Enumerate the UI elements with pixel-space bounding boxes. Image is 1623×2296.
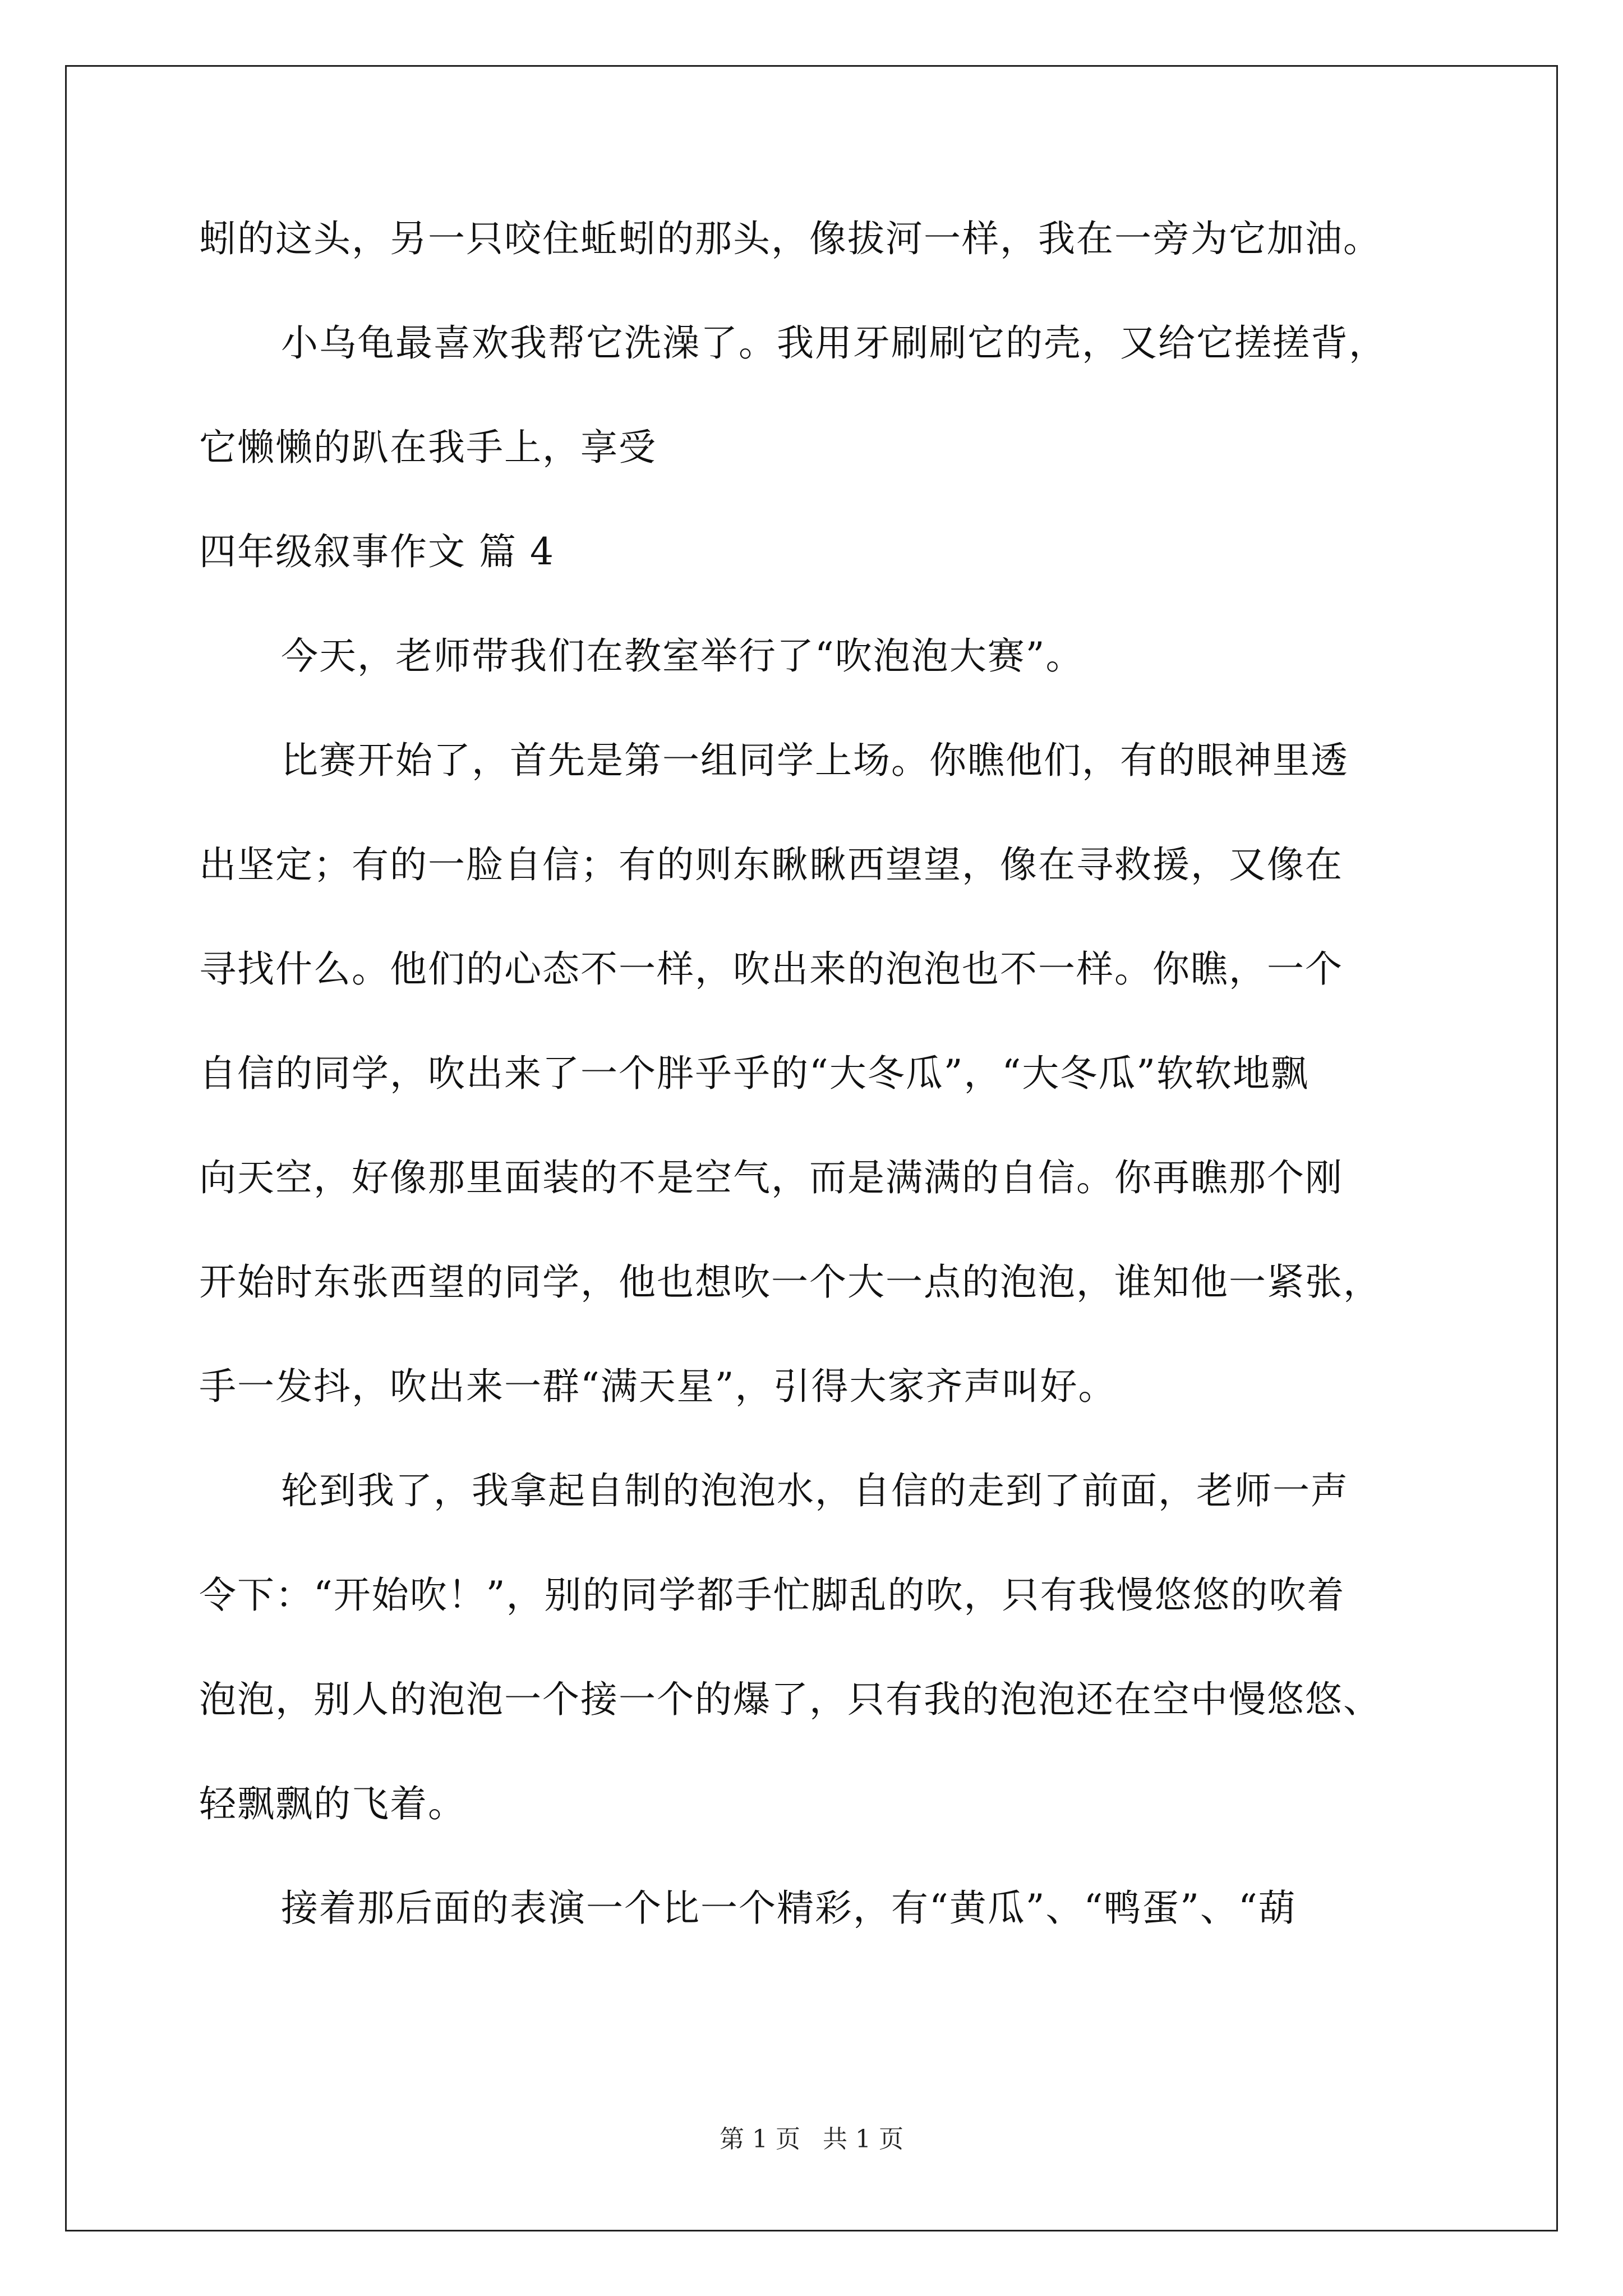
text-line: 自信的同学，吹出来了一个胖乎乎的“大冬瓜”，“大冬瓜”软软地飘 <box>199 1052 1309 1095</box>
text-line: 轮到我了，我拿起自制的泡泡水，自信的走到了前面，老师一声 <box>281 1469 1349 1512</box>
text-line: 它懒懒的趴在我手上，享受 <box>199 426 657 469</box>
page-total: 共 1 页 <box>823 2125 903 2154</box>
text-line: 比赛开始了，首先是第一组同学上场。你瞧他们，有的眼神里透 <box>281 739 1349 782</box>
text-line: 手一发抖，吹出来一群“满天星”，引得大家齐声叫好。 <box>199 1365 1117 1408</box>
text-line: 出坚定；有的一脸自信；有的则东瞅瞅西望望，像在寻救援，又像在 <box>199 843 1343 886</box>
text-line: 泡泡，别人的泡泡一个接一个的爆了，只有我的泡泡还在空中慢悠悠、 <box>199 1678 1381 1721</box>
text-line: 令下：“开始吹！”，别的同学都手忙脚乱的吹，只有我慢悠悠的吹着 <box>199 1573 1345 1617</box>
page-footer <box>0 2123 1623 2156</box>
text-line: 今天，老师带我们在教室举行了“吹泡泡大赛”。 <box>281 634 1084 678</box>
document-body <box>199 213 1427 1987</box>
text-line: 轻飘飘的飞着。 <box>199 1782 466 1825</box>
text-line: 小乌龟最喜欢我帮它洗澡了。我用牙刷刷它的壳，又给它搓搓背， <box>281 321 1387 365</box>
text-line: 蚓的这头，另一只咬住蚯蚓的那头，像拔河一样，我在一旁为它加油。 <box>199 217 1381 260</box>
text-line: 接着那后面的表演一个比一个精彩，有“黄瓜”、“鸭蛋”、“葫 <box>281 1887 1297 1930</box>
section-heading: 四年级叙事作文 篇 4 <box>199 530 555 573</box>
text-line: 开始时东张西望的同学，他也想吹一个大一点的泡泡，谁知他一紧张， <box>199 1260 1381 1304</box>
page-number: 第 1 页 <box>720 2125 800 2154</box>
text-line: 向天空，好像那里面装的不是空气，而是满满的自信。你再瞧那个刚 <box>199 1156 1343 1199</box>
text-line: 寻找什么。他们的心态不一样，吹出来的泡泡也不一样。你瞧，一个 <box>199 947 1343 991</box>
